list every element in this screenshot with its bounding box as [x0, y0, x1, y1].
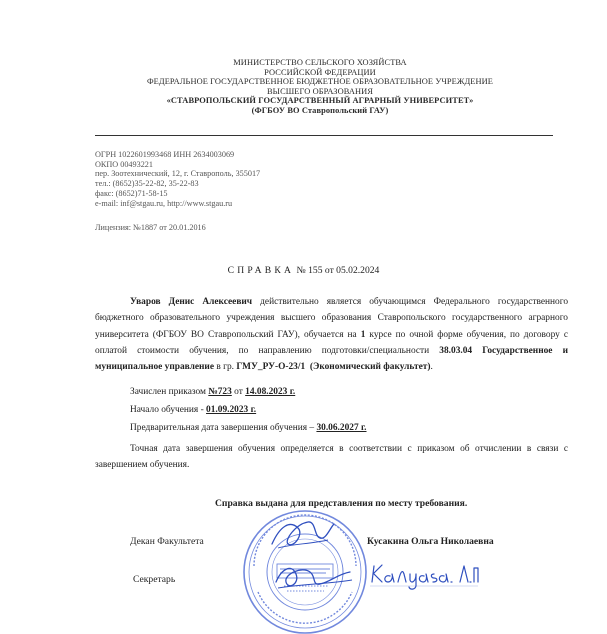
planned-end-line	[130, 423, 367, 433]
requisite-line: e-mail: inf@stgau.ru, http://www.stgau.ru	[95, 198, 233, 208]
dean-name: Кусакина Ольга Николаевна	[367, 536, 494, 547]
title-word: СПРАВКА	[227, 265, 295, 276]
enrollment-from: от	[231, 387, 246, 397]
header-university-short: (ФГБОУ ВО Ставропольский ГАУ)	[251, 105, 389, 115]
certificate-body	[95, 294, 568, 375]
institution-header	[110, 58, 530, 116]
header-education-level: ВЫСШЕГО ОБРАЗОВАНИЯ	[266, 86, 374, 96]
requisite-line: тел.: (8652)35-22-82, 35-22-83	[95, 179, 199, 189]
specialty: 38.03.04 Государственное и муниципальное управление	[95, 345, 568, 373]
title-number: № 155	[296, 265, 323, 276]
requisite-line: ОКПО 00493221	[95, 159, 153, 169]
header-country: РОССИЙСКОЙ ФЕДЕРАЦИИ	[264, 67, 376, 77]
requisite-line: факс: (8652)71-58-15	[95, 188, 168, 198]
requisite-line: пер. Зоотехнический, 12, г. Ставрополь, 355017	[95, 169, 261, 179]
requisites-block	[95, 150, 355, 208]
header-university-name: «СТАВРОПОЛЬСКИЙ ГОСУДАРСТВЕННЫЙ АГРАРНЫЙ УНИВЕРСИТЕТ»	[166, 96, 474, 106]
body-text: действительно является обучающимся Федерального государственного бюджетного образовательного учреждения высшего образования Ставропольского государственного аграрного университета (ФГБОУ ВО Ставропольский ГАУ), обучается на	[95, 297, 569, 340]
header-ministry: МИНИСТЕРСТВО СЕЛЬСКОГО ХОЗЯЙСТВА	[233, 58, 407, 67]
order-number: №723	[208, 387, 232, 397]
enrollment-date: 14.08.2023 г.	[245, 387, 296, 397]
course-number: 1	[360, 329, 366, 340]
start-line	[130, 405, 256, 415]
dean-signature-icon	[268, 514, 338, 556]
document-title	[0, 265, 607, 276]
enrollment-label: Зачислен приказом	[130, 387, 209, 397]
header-divider	[95, 135, 553, 136]
group-code: ГМУ_РУ-О-23/1	[236, 362, 306, 373]
issued-statement: Справка выдана для представления по месту требования.	[215, 498, 468, 509]
closing-paragraph: Точная дата завершения обучения определяется в соответствии с приказом об отчислении в связи с завершением обучения.	[95, 444, 568, 470]
body-text: в гр.	[213, 362, 237, 373]
title-date: от 05.02.2024	[324, 265, 380, 276]
body-text: .	[430, 362, 433, 373]
enrollment-line	[130, 387, 295, 397]
secretary-signature-icon	[272, 556, 354, 596]
dean-label: Декан Факультета	[130, 536, 204, 547]
start-label: Начало обучения -	[130, 405, 207, 415]
secretary-handwritten-name-icon	[368, 560, 480, 590]
secretary-label: Секретарь	[133, 574, 176, 585]
faculty: (Экономический факультет)	[309, 362, 431, 373]
planned-end-date: 30.06.2027 г.	[316, 423, 367, 433]
start-date: 01.09.2023 г.	[206, 405, 257, 415]
planned-end-label: Предварительная дата завершения обучения –	[130, 423, 317, 433]
body-text: курсе по очной форме обучения, по договору с оплатой стоимости обучения, по направлению подготовки/специальности	[95, 329, 568, 356]
requisite-line: ОГРН 1022601993468 ИНН 2634003069	[95, 150, 235, 159]
header-institution-type: ФЕДЕРАЛЬНОЕ ГОСУДАРСТВЕННОЕ БЮДЖЕТНОЕ ОБРАЗОВАТЕЛЬНОЕ УЧРЕЖДЕНИЕ	[146, 77, 494, 87]
license-line: Лицензия: №1887 от 20.01.2016	[95, 223, 206, 232]
student-name: Уваров Денис Алексеевич	[130, 297, 253, 307]
